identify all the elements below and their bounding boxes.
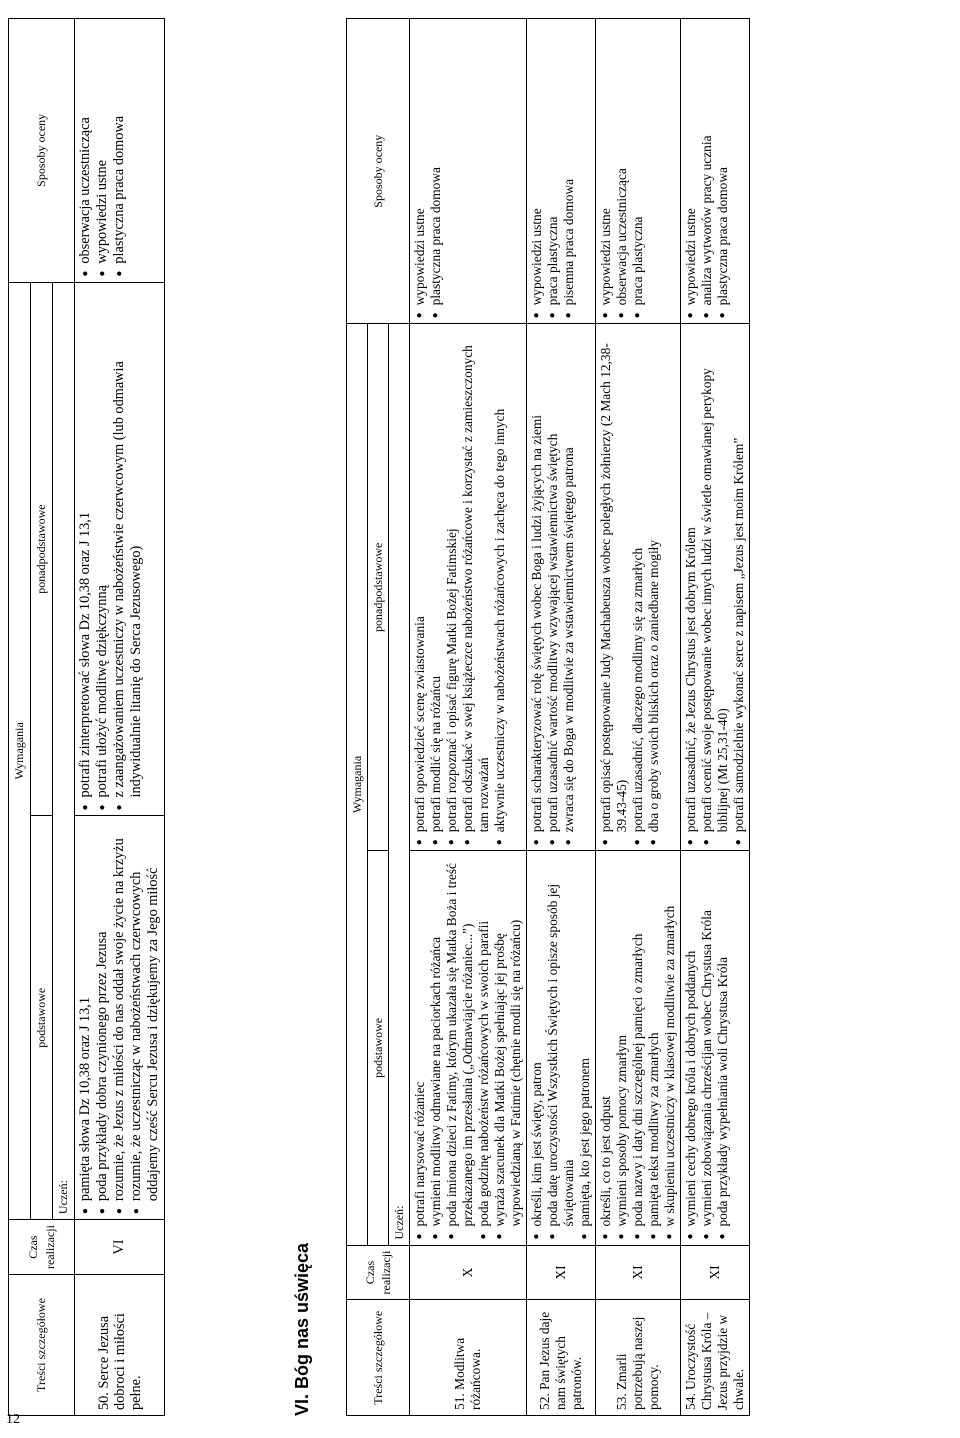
podstawowe-cell xyxy=(596,851,681,1245)
header-czas: Czas realizacji xyxy=(347,1245,410,1300)
sposoby-cell xyxy=(596,19,681,324)
header-uczen: Uczeń: xyxy=(53,282,75,1219)
sposoby-cell xyxy=(410,19,527,324)
header-podstawowe: podstawowe xyxy=(368,851,389,1245)
topic-cell: 50. Serce Jezusa dobroci i miłości pełne. xyxy=(75,1275,165,1416)
podstawowe-cell xyxy=(681,851,750,1245)
table-row xyxy=(410,19,527,1416)
table-row xyxy=(75,19,165,1416)
header-czas: Czas realizacji xyxy=(9,1220,75,1275)
list-item: ● określi, kim jest święty, patron xyxy=(529,856,545,1239)
list-item: ● poda datę uroczystości Wszystkich Świętych i opisze sposób jej świętowania xyxy=(545,856,577,1239)
ponadpodstawowe-cell xyxy=(410,324,527,851)
list-item: ● wymieni sposoby pomocy zmarłym xyxy=(614,856,630,1239)
table-row xyxy=(681,19,750,1416)
list-item: ● potrafi rozpoznać i opisać figurę Matki Bożej Fatimskiej xyxy=(444,329,460,845)
list-item: ● plastyczna praca domowa xyxy=(715,24,731,318)
table-row xyxy=(527,19,596,1416)
header-tresci: Treści szczegółowe xyxy=(347,1300,410,1416)
podstawowe-cell xyxy=(75,816,165,1220)
list-item: ● potrafi odszukać w swej książeczce nabożeństwo różańcowe i korzystać z zamieszczonych tam rozważań xyxy=(460,329,492,845)
list-item: ● potrafi modlić się na różańcu xyxy=(428,329,444,845)
list-item: ● potrafi uzasadnić wartość modlitwy wzywającej wstawiennictwa świętych xyxy=(545,329,561,845)
sposoby-cell xyxy=(75,19,165,283)
list-item: ● określi, co to jest odpust xyxy=(598,856,614,1239)
list-item: ● obserwacja uczestnicząca xyxy=(614,24,630,318)
list-item: ● wymieni zobowiązania chrześcijan wobec Chrystusa Króla xyxy=(699,856,715,1239)
time-cell: X xyxy=(410,1245,527,1300)
list-item: ● poda przykłady wypełniania woli Chrystusa Króla xyxy=(715,856,731,1239)
podstawowe-cell xyxy=(410,851,527,1245)
page-number: 12 xyxy=(6,1412,20,1427)
list-item: ● potrafi ocenić swoje postępowanie wobec innych ludzi w świetle omawianej perykopy biblijnej (Mt 25,31-40) xyxy=(699,329,731,845)
list-item: ● potrafi scharakteryzować rolę świętych wobec Boga i ludzi żyjących na ziemi xyxy=(529,329,545,845)
topic-cell: 54. Uroczystość Chrystusa Króla – Jezus przyjdzie w chwale. xyxy=(681,1300,750,1416)
list-item: ● potrafi uzasadnić, dlaczego modlimy się za zmarłych xyxy=(630,329,646,845)
list-item: ● poda imiona dzieci z Fatimy, którym ukazała się Matka Boża i treść przekazanego im przesłania („Odmawiajcie różaniec...”) xyxy=(444,856,476,1239)
list-item: ● potrafi uzasadnić, że Jezus Chrystus jest dobrym Królem xyxy=(683,329,699,845)
list-item: ● praca plastyczna xyxy=(630,24,646,318)
ponadpodstawowe-cell xyxy=(75,282,165,816)
podstawowe-cell xyxy=(527,851,596,1245)
list-item: ● potrafi narysować różaniec xyxy=(412,856,428,1239)
list-item: ● poda godzinę nabożeństw różańcowych w swoich parafii xyxy=(476,856,492,1239)
list-item: ● pamięta, kto jest jego patronem xyxy=(577,856,593,1239)
list-item: ● potrafi ułożyć modlitwę dziękczynną xyxy=(94,288,111,811)
list-item: ● rozumie, że Jezus z miłości do nas oddał swoje życie na krzyżu xyxy=(111,821,128,1214)
list-item: ● z zaangażowaniem uczestniczy w nabożeństwie czerwcowym (lub odmawia indywidualnie litanię do Serca Jezusowego) xyxy=(111,288,145,811)
sposoby-cell xyxy=(681,19,750,324)
list-item: ● wypowiedzi ustne xyxy=(94,24,111,277)
list-item: ● poda przykłady dobra czynionego przez Jezusa xyxy=(94,821,111,1214)
list-item: ● wymieni cechy dobrego króla i dobrych poddanych xyxy=(683,856,699,1239)
header-ponadpodstawowe: ponadpodstawowe xyxy=(368,324,389,851)
time-cell: VI xyxy=(75,1220,165,1275)
list-item: ● wypowiedzi ustne xyxy=(529,24,545,318)
list-item: ● aktywnie uczestniczy w nabożeństwach różańcowych i zachęca do tego innych xyxy=(492,329,508,845)
list-item: ● pamięta słowa Dz 10,38 oraz J 13,1 xyxy=(77,821,94,1214)
list-item: ● obserwacja uczestnicząca xyxy=(77,24,94,277)
list-item: ● pisemna praca domowa xyxy=(561,24,577,318)
list-item: ● praca plastyczna xyxy=(545,24,561,318)
list-item: ● potrafi samodzielnie wykonać serce z napisem „Jezus jest moim Królem” xyxy=(731,329,747,845)
header-tresci: Treści szczegółowe xyxy=(9,1275,75,1416)
time-cell: XI xyxy=(596,1245,681,1300)
section-title: VI. Bóg nas uświęca xyxy=(292,1242,312,1416)
list-item: ● poda nazwy i daty dni szczególnej pamięci o zmarłych xyxy=(630,856,646,1239)
header-uczen: Uczeń: xyxy=(389,324,410,1245)
time-cell: XI xyxy=(681,1245,750,1300)
topic-cell: 51. Modlitwa różańcowa. xyxy=(410,1300,527,1416)
ponadpodstawowe-cell xyxy=(596,324,681,851)
requirements-table-2 xyxy=(346,18,750,1416)
list-item: ● w skupieniu uczestniczy w klasowej modlitwie za zmarłych xyxy=(662,856,678,1239)
list-item: ● wypowiedzi ustne xyxy=(598,24,614,318)
list-item: ● dba o groby swoich bliskich oraz o zaniedbane mogiły xyxy=(646,329,662,845)
list-item: ● analiza wytworów pracy ucznia xyxy=(699,24,715,318)
list-item: ● plastyczna praca domowa xyxy=(111,24,128,277)
list-item: ● wypowiedzi ustne xyxy=(412,24,428,318)
list-item: ● plastyczna praca domowa xyxy=(428,24,444,318)
table-row xyxy=(596,19,681,1416)
header-wymagania: Wymagania xyxy=(347,324,368,1245)
sposoby-cell xyxy=(527,19,596,324)
ponadpodstawowe-cell xyxy=(681,324,750,851)
header-ponadpodstawowe: ponadpodstawowe xyxy=(31,282,53,816)
header-podstawowe: podstawowe xyxy=(31,816,53,1220)
list-item: ● zwraca się do Boga w modlitwie za wstawiennictwem świętego patrona xyxy=(561,329,577,845)
header-wymagania: Wymagania xyxy=(9,282,31,1219)
topic-cell: 53. Zmarli potrzebują naszej pomocy. xyxy=(596,1300,681,1416)
topic-cell: 52. Pan Jezus daje nam świętych patronów. xyxy=(527,1300,596,1416)
header-sposoby: Sposoby oceny xyxy=(347,19,410,324)
time-cell: XI xyxy=(527,1245,596,1300)
list-item: ● wyraża szacunek dla Matki Bożej spełniając jej prośbę wypowiedzianą w Fatimie (chętnie modli się na różańcu) xyxy=(492,856,524,1239)
list-item: ● pamięta tekst modlitwy za zmarłych xyxy=(646,856,662,1239)
header-sposoby: Sposoby oceny xyxy=(9,19,75,283)
ponadpodstawowe-cell xyxy=(527,324,596,851)
list-item: ● wypowiedzi ustne xyxy=(683,24,699,318)
list-item: ● wymieni modlitwy odmawiane na paciorkach różańca xyxy=(428,856,444,1239)
list-item: ● potrafi zinterpretować słowa Dz 10,38 oraz J 13,1 xyxy=(77,288,94,811)
list-item: ● potrafi opowiedzieć scenę zwiastowania xyxy=(412,329,428,845)
list-item: ● potrafi opisać postępowanie Judy Machabeusza wobec poległych żołnierzy (2 Mach 12,38-39.43-45) xyxy=(598,329,630,845)
list-item: ● rozumie, że uczestnicząc w nabożeństwach czerwcowych oddajemy cześć Sercu Jezusa i dziękujemy za Jego miłość xyxy=(128,821,162,1214)
requirements-table-1 xyxy=(8,18,165,1416)
